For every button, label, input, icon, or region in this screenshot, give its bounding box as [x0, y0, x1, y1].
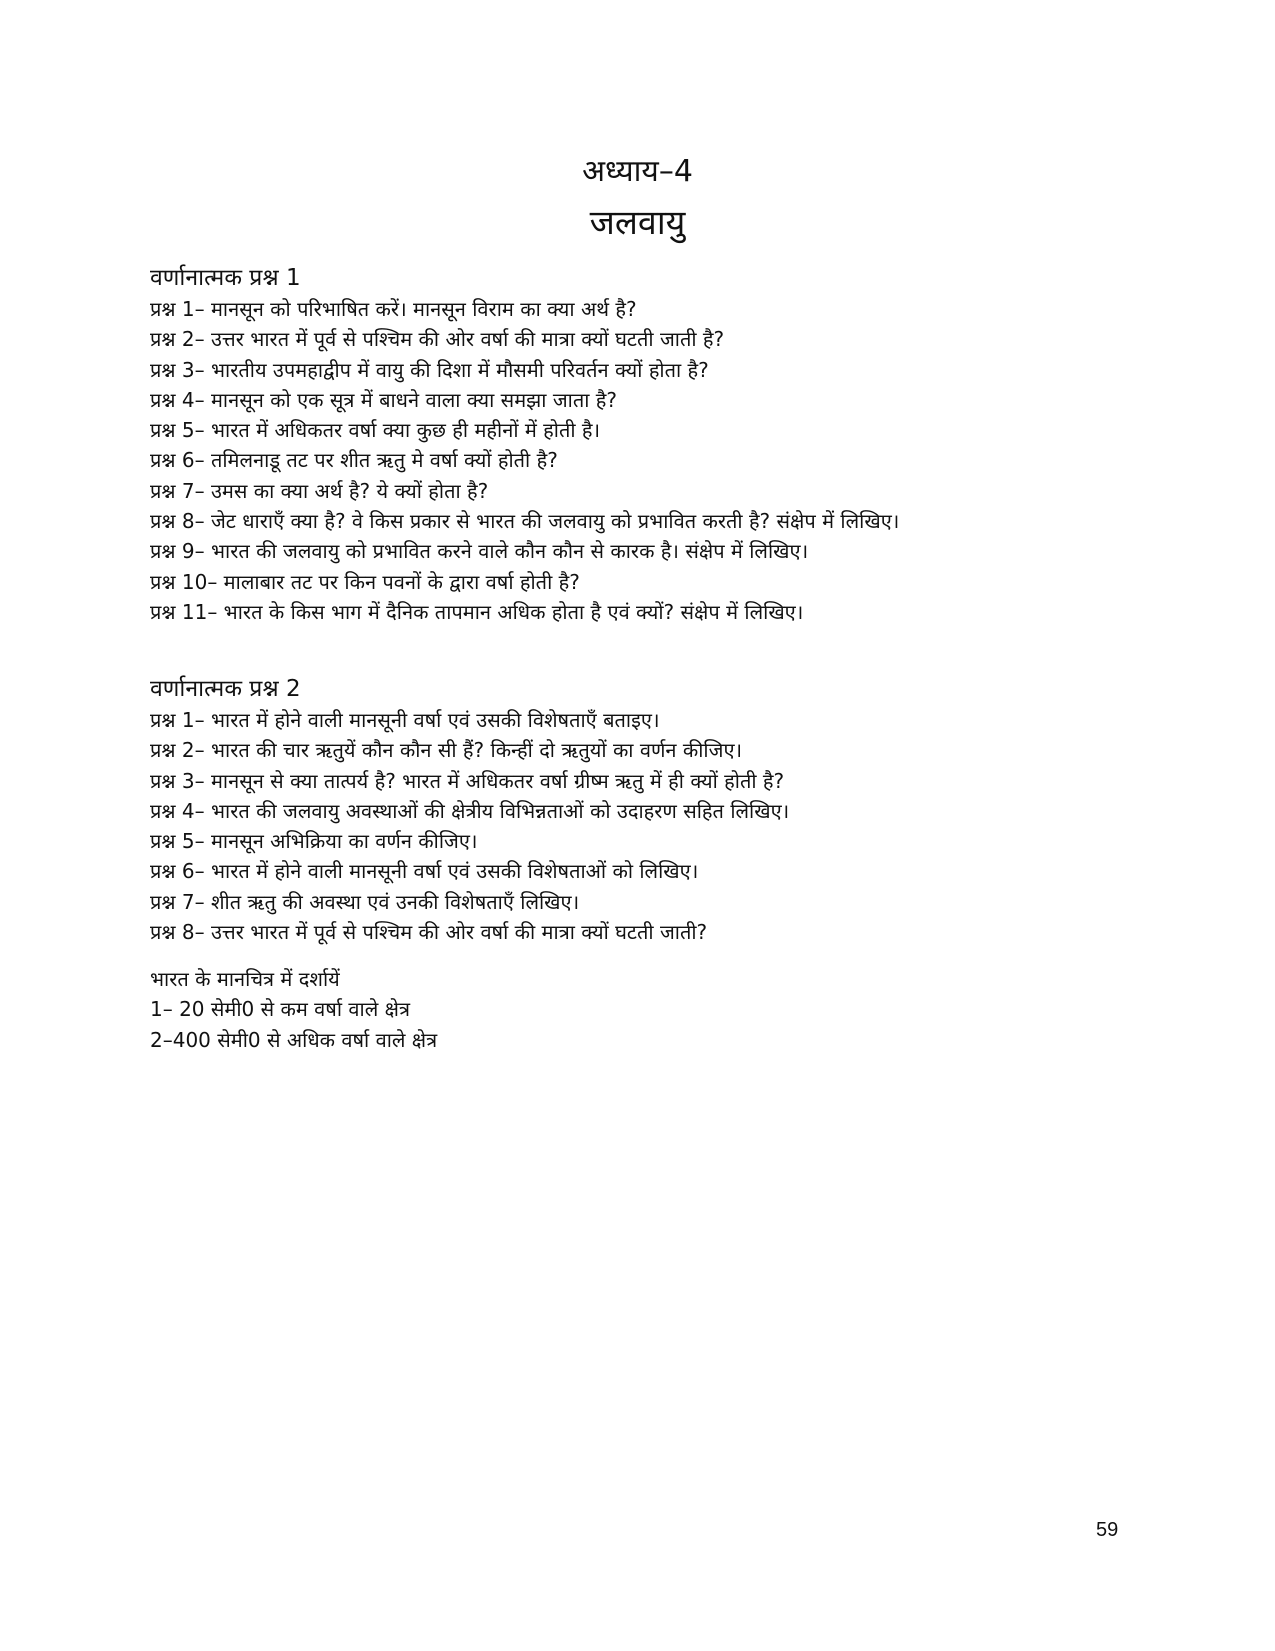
question-item: प्रश्न 8– उत्तर भारत में पूर्व से पश्चिम की ओर वर्षा की मात्रा क्यों घटती जाती? — [150, 920, 708, 945]
page-number: 59 — [1096, 1519, 1119, 1541]
question-item: प्रश्न 9– भारत की जलवायु को प्रभावित करने वाले कौन कौन से कारक है। संक्षेप में लिखिए। — [150, 539, 809, 564]
question-item: प्रश्न 2– भारत की चार ऋतुयें कौन कौन सी हैं? किन्हीं दो ऋतुयों का वर्णन कीजिए। — [150, 738, 743, 763]
chapter-subtitle: जलवायु — [589, 203, 686, 243]
section-heading: वर्णानात्मक प्रश्न 1 — [150, 265, 301, 291]
question-item: प्रश्न 4– मानसून को एक सूत्र में बाधने वाला क्या समझा जाता है? — [150, 387, 618, 412]
question-item: प्रश्न 6– तमिलनाडू तट पर शीत ऋतु मे वर्षा क्यों होती है? — [150, 448, 558, 473]
question-item: प्रश्न 4– भारत की जलवायु अवस्थाओं की क्षेत्रीय विभिन्नताओं को उदाहरण सहित लिखिए। — [150, 798, 790, 823]
question-item: प्रश्न 7– शीत ऋतु की अवस्था एवं उनकी विशेषताएँ लिखिए। — [150, 889, 580, 914]
chapter-title: अध्याय–4 — [582, 154, 693, 189]
question-item: प्रश्न 1– भारत में होने वाली मानसूनी वर्षा एवं उसकी विशेषताएँ बताइए। — [150, 708, 660, 732]
question-item: प्रश्न 8– जेट धाराएँ क्या है? वे किस प्रकार से भारत की जलवायु को प्रभावित करती है? संक्षेप में लिखिए। — [150, 509, 900, 534]
map-item: 2–400 सेमी0 से अधिक वर्षा वाले क्षेत्र — [150, 1027, 438, 1052]
map-item: 1– 20 सेमी0 से कम वर्षा वाले क्षेत्र — [150, 997, 411, 1022]
map-instruction: भारत के मानचित्र में दर्शायें — [150, 967, 340, 991]
question-item: प्रश्न 11– भारत के किस भाग में दैनिक तापमान अधिक होता है एवं क्यों? संक्षेप में लिखिए। — [150, 599, 804, 624]
question-item: प्रश्न 3– मानसून से क्या तात्पर्य है? भारत में अधिकतर वर्षा ग्रीष्म ऋतु में ही क्यों होती है? — [150, 768, 785, 793]
question-item: प्रश्न 5– भारत में अधिकतर वर्षा क्या कुछ ही महीनों में होती है। — [150, 418, 601, 443]
question-item: प्रश्न 2– उत्तर भारत में पूर्व से पश्चिम की ओर वर्षा की मात्रा क्यों घटती जाती है? — [150, 327, 725, 352]
question-item: प्रश्न 10– मालाबार तट पर किन पवनों के द्वारा वर्षा होती है? — [150, 569, 580, 594]
section-map-work — [150, 964, 1050, 1055]
section-descriptive-questions-2 — [150, 673, 1050, 947]
section-heading: वर्णानात्मक प्रश्न 2 — [150, 676, 301, 702]
section-descriptive-questions-1 — [150, 262, 1050, 627]
question-item: प्रश्न 7– उमस का क्या अर्थ है? ये क्यों होता है? — [150, 478, 489, 503]
question-item: प्रश्न 6– भारत में होने वाली मानसूनी वर्षा एवं उसकी विशेषताओं को लिखिए। — [150, 859, 699, 884]
question-item: प्रश्न 5– मानसून अभिक्रिया का वर्णन कीजिए। — [150, 829, 478, 854]
question-item: प्रश्न 1– मानसून को परिभाषित करें। मानसून विराम का क्या अर्थ है? — [150, 297, 637, 321]
question-item: प्रश्न 3– भारतीय उपमहाद्वीप में वायु की दिशा में मौसमी परिवर्तन क्यों होता है? — [150, 357, 709, 382]
